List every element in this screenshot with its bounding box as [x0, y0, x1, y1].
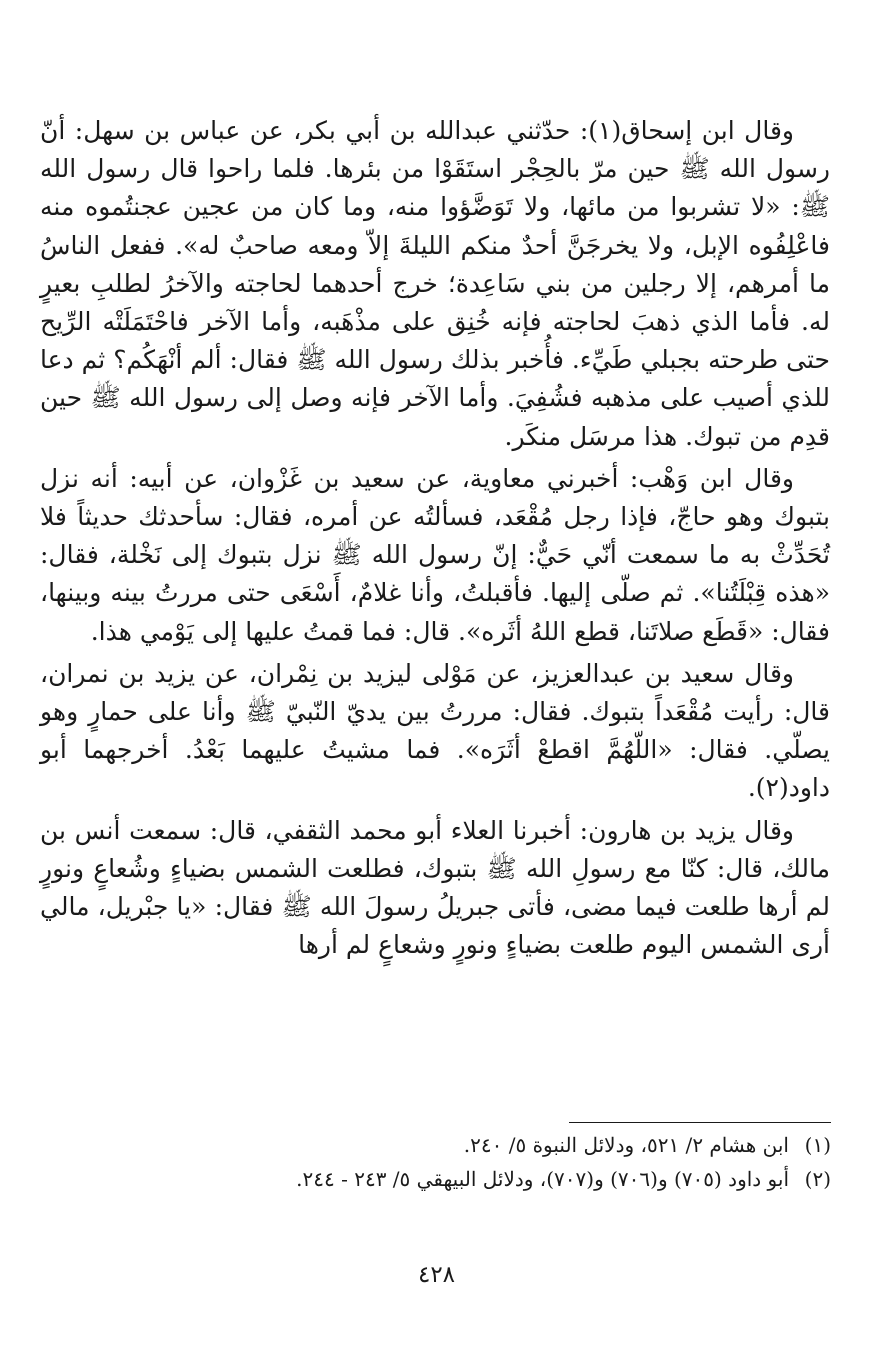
footnote-text: ابن هشام ٢/ ٥٢١، ودلائل النبوة ٥/ ٢٤٠.: [463, 1133, 789, 1157]
paragraph-yazid-bin-harun: وقال يزيد بن هارون: أخبرنا العلاء أبو محمد الثقفي، قال: سمعت أنس بن مالك، قال: كنّا مع رسولِ الله ﷺ بتبوك، فطلعت الشمس بضياءٍ وشُعاعٍ ونورٍ لم أرها طلعت فيما مضى، فأتى جبريلُ رسولَ الله ﷺ فقال: «يا جبْريل، مالي أرى الشمس اليوم طلعت بضياءٍ ونورٍ وشعاعٍ لم أرها: [40, 815, 830, 960]
footnotes: [41, 1128, 831, 1196]
footnote-number: (١): [804, 1133, 831, 1157]
paragraph-ibn-ishaq: وقال ابن إسحاق(١): حدّثني عبدالله بن أبي بكر، عن عباس بن سهل: أنّ رسول الله ﷺ حين مرّ بالحِجْر استَقَوْا من بئرها. فلما راحوا قال رسول الله ﷺ: «لا تشربوا من مائها، ولا تَوَضَّؤوا منه، وما كان من عجين عجنتُموه منه فاعْلِفُوه الإبل، ولا يخرجَنَّ أحدٌ منكم الليلةَ إلاّ ومعه صاحبٌ له». ففعل الناسُ ما أمرهم، إلا رجلين من بني سَاعِدة؛ خرج أحدهما لحاجته والآخرُ لطلبِ بعيرٍ له. فأما الذي ذهبَ لحاجته فإنه خُنِق على مذْهَبه، وأما الآخر فاحْتَمَلَتْه الرِّيح حتى طرحته بجبلي طَيِّء. فأُخبر بذلك رسول الله ﷺ فقال: ألم أنْهَكُم؟ ثم دعا للذي أصيب على مذهبه فشُفِيَ. وأما الآخر فإنه وصل إلى رسول الله ﷺ حين قدِم من تبوك. هذا مرسَل منكَر.: [40, 116, 830, 451]
footnote-2: [41, 1162, 831, 1196]
paragraph-saeed-bin-abdulaziz: وقال سعيد بن عبدالعزيز، عن مَوْلى ليزيد بن نِمْران، عن يزيد بن نمران، قال: رأيت مُقْعَداً بتبوك. فقال: مررتُ بين يديّ النّبيّ ﷺ وأنا على حمارٍ وهو يصلّي. فقال: «اللّهُمَّ اقطعْ أثَرَه». فما مشيتُ عليهما بَعْدُ. أخرجهما أبو داود(٢).: [40, 658, 830, 803]
paragraph-ibn-wahb: وقال ابن وَهْب: أخبرني معاوية، عن سعيد بن غَزْوان، عن أبيه: أنه نزل بتبوك وهو حاجّ، فإذا رجل مُقْعَد، فسألتُه عن أمره، فقال: سأحدثك حديثاً فلا تُحَدِّثْ به ما سمعت أنّي حَيٌّ: إنّ رسول الله ﷺ نزل بتبوك إلى نَخْلة، فقال: «هذه قِبْلَتُنا». ثم صلّى إليها. فأقبلتُ، وأنا غلامٌ، أَسْعَى حتى مررتُ بينه وبينها، فقال: «قَطَع صلاتَنا، قطع اللهُ أثَره». قال: فما قمتُ عليها إلى يَوْمي هذا.: [40, 463, 830, 646]
page-number: ٤٢٨: [417, 1262, 456, 1288]
footnote-1: [41, 1128, 831, 1162]
main-text: [40, 112, 830, 968]
footnote-number: (٢): [804, 1167, 831, 1191]
footnote-text: أبو داود (٧٠٥) و(٧٠٦) و(٧٠٧)، ودلائل البيهقي ٥/ ٢٤٣ - ٢٤٤.: [296, 1167, 789, 1191]
footnote-divider: [569, 1122, 831, 1123]
